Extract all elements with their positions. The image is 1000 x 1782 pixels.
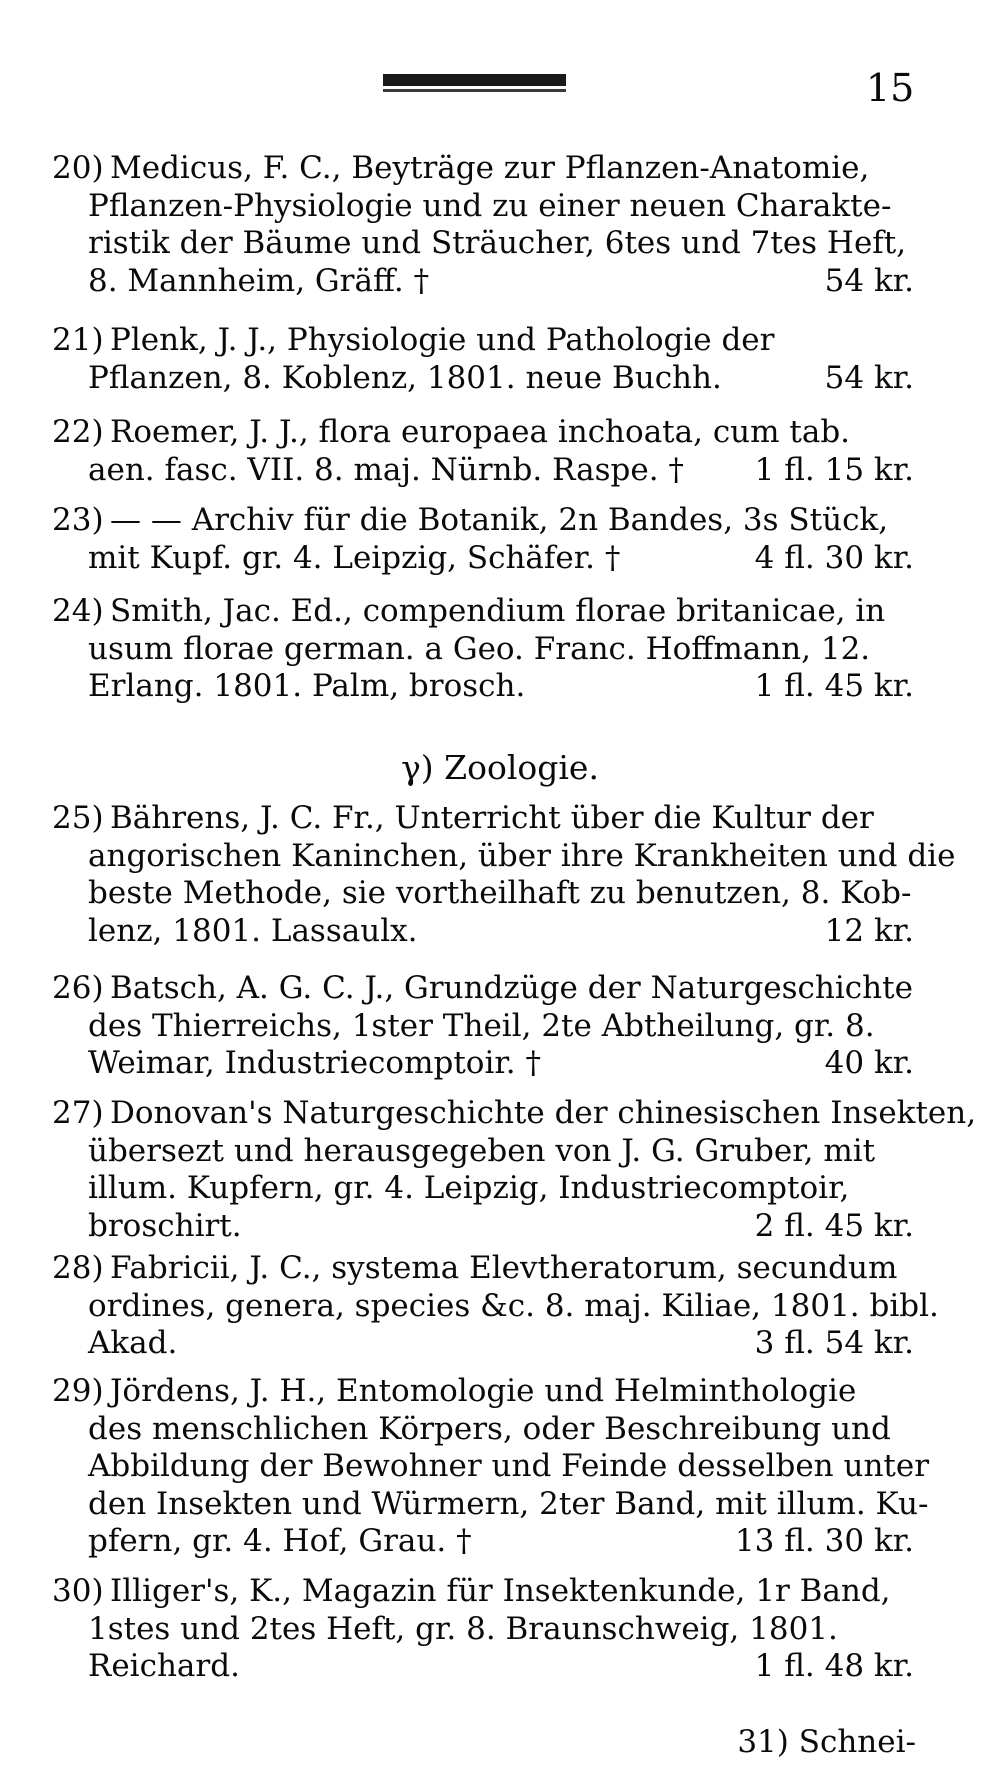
entry-line <box>52 188 922 226</box>
entry-number: 28) <box>52 1250 104 1286</box>
entry-text: ristik der Bäume und Sträucher, 6tes und 7tes Heft, <box>88 225 907 261</box>
entry-text: Erlang. 1801. Palm, brosch. <box>88 668 526 704</box>
entry-text: — — Archiv für die Botanik, 2n Bandes, 3s Stück, <box>110 502 889 538</box>
entry-line <box>52 502 922 540</box>
entry-text: des menschlichen Körpers, oder Beschreibung und <box>88 1410 891 1447</box>
entry-text: usum florae german. a Geo. Franc. Hoffmann, 12. <box>88 630 871 667</box>
entry-text: Medicus, F. C., Beyträge zur Pflanzen-Anatomie, <box>110 150 870 186</box>
entry-price: 40 kr. <box>824 1045 914 1081</box>
entry-26 <box>52 970 922 1083</box>
entry-22 <box>52 414 922 489</box>
entry-line <box>52 1373 922 1411</box>
entry-text: Batsch, A. G. C. J., Grundzüge der Naturgeschichte <box>110 970 913 1006</box>
entry-price: 1 fl. 48 kr. <box>754 1648 914 1684</box>
entry-line <box>52 540 922 578</box>
entry-text: aen. fasc. VII. 8. maj. Nürnb. Raspe. † <box>88 451 684 488</box>
entry-price: 1 fl. 15 kr. <box>754 451 914 488</box>
entry-text: Reichard. <box>88 1648 240 1684</box>
entry-line <box>52 452 922 490</box>
entry-number: 21) <box>52 322 104 358</box>
entry-line <box>52 1485 929 1524</box>
entry-text: Weimar, Industriecomptoir. † <box>88 1045 541 1081</box>
entry-text: 1stes und 2tes Heft, gr. 8. Braunschweig, 1801. <box>88 1610 838 1647</box>
entry-number: 23) <box>52 502 104 538</box>
entry-line <box>52 1523 922 1561</box>
entry-line <box>52 837 956 876</box>
entry-line <box>52 1611 922 1649</box>
entry-30 <box>52 1573 922 1686</box>
entry-text: Donovan's Naturgeschichte der chinesischen Insekten, <box>110 1095 977 1131</box>
entry-text: Plenk, J. J., Physiologie und Pathologie der <box>110 322 775 358</box>
entry-line <box>52 1287 939 1326</box>
entry-text: den Insekten und Würmern, 2ter Band, mit illum. Ku- <box>88 1485 929 1522</box>
entry-line <box>52 1133 922 1171</box>
entry-line <box>52 150 922 188</box>
entry-text: Akad. <box>88 1325 178 1361</box>
entry-text: Illiger's, K., Magazin für Insektenkunde, 1r Band, <box>110 1573 891 1609</box>
entry-line <box>52 322 922 360</box>
entry-text: beste Methode, sie vortheilhaft zu benutzen, 8. Kob- <box>88 875 912 911</box>
entry-line <box>52 1325 922 1363</box>
entry-number: 26) <box>52 970 104 1006</box>
entry-line <box>52 913 922 951</box>
entry-text: pfern, gr. 4. Hof, Grau. † <box>88 1523 472 1559</box>
entry-line <box>52 1045 922 1083</box>
entry-price: 3 fl. 54 kr. <box>754 1325 914 1361</box>
entry-28 <box>52 1250 939 1363</box>
entry-text: übersezt und herausgegeben von J. G. Gruber, mit <box>88 1132 876 1169</box>
entry-number: 24) <box>52 593 104 629</box>
entry-23 <box>52 502 922 577</box>
entry-text: Roemer, J. J., flora europaea inchoata, cum tab. <box>110 414 851 450</box>
entry-text: Fabricii, J. C., systema Elevtheratorum, secundum <box>110 1250 898 1286</box>
entry-text: des Thierreichs, 1ster Theil, 2te Abtheilung, gr. 8. <box>88 1007 875 1044</box>
entry-27 <box>52 1095 977 1245</box>
entry-line <box>52 360 922 398</box>
entry-number: 22) <box>52 414 104 450</box>
entry-line <box>52 800 922 838</box>
entry-number: 27) <box>52 1095 104 1131</box>
entry-line <box>52 1250 922 1288</box>
entry-line <box>52 1573 922 1611</box>
entry-text: Abbildung der Bewohner und Feinde desselben unter <box>88 1448 930 1484</box>
section-heading: γ) Zoologie. <box>401 748 599 787</box>
entry-text: 8. Mannheim, Gräff. † <box>88 262 430 299</box>
entry-price: 54 kr. <box>824 359 914 396</box>
entry-21 <box>52 322 922 397</box>
entry-line <box>52 593 922 631</box>
entry-number: 29) <box>52 1373 104 1409</box>
entry-text: Jördens, J. H., Entomologie und Helminthologie <box>110 1373 857 1409</box>
entry-price: 12 kr. <box>824 912 914 949</box>
entry-price: 54 kr. <box>824 262 914 299</box>
entry-line <box>52 631 922 669</box>
entry-line <box>52 263 922 301</box>
entry-line <box>52 1008 922 1046</box>
entry-price: 13 fl. 30 kr. <box>734 1523 914 1559</box>
entry-line <box>52 1208 922 1246</box>
entry-text: Pflanzen, 8. Koblenz, 1801. neue Buchh. <box>88 359 722 396</box>
entry-number: 25) <box>52 800 104 836</box>
entry-line <box>52 1170 922 1208</box>
entry-line <box>52 970 922 1008</box>
entry-line <box>52 1411 922 1449</box>
catchword: 31) Schnei- <box>737 1724 916 1760</box>
entry-20 <box>52 150 922 300</box>
entry-text: ordines, genera, species &c. 8. maj. Kiliae, 1801. bibl. <box>88 1287 939 1324</box>
header-rule <box>383 74 566 86</box>
entry-text: mit Kupf. gr. 4. Leipzig, Schäfer. † <box>88 539 621 576</box>
entry-text: illum. Kupfern, gr. 4. Leipzig, Industriecomptoir, <box>88 1170 850 1206</box>
entry-text: Smith, Jac. Ed., compendium florae britanicae, in <box>110 593 886 629</box>
entry-price: 2 fl. 45 kr. <box>754 1207 914 1244</box>
entry-text: angorischen Kaninchen, über ihre Krankheiten und die <box>88 837 956 874</box>
entry-line <box>52 875 922 913</box>
entry-24 <box>52 593 922 706</box>
entry-line <box>52 1648 922 1686</box>
entry-line <box>52 1448 930 1486</box>
entry-line <box>52 225 922 263</box>
entry-line <box>52 414 922 452</box>
entry-line <box>52 1095 977 1133</box>
entry-text: lenz, 1801. Lassaulx. <box>88 912 418 949</box>
page-number: 15 <box>866 66 915 110</box>
entry-29 <box>52 1373 930 1561</box>
entry-price: 4 fl. 30 kr. <box>754 539 914 576</box>
entry-text: Pflanzen-Physiologie und zu einer neuen Charakte- <box>88 187 892 224</box>
entry-number: 30) <box>52 1573 104 1609</box>
entry-price: 1 fl. 45 kr. <box>754 668 914 704</box>
entry-line <box>52 668 922 706</box>
entry-number: 20) <box>52 150 104 186</box>
entry-25 <box>52 800 956 950</box>
entry-text: Bährens, J. C. Fr., Unterricht über die Kultur der <box>110 800 874 836</box>
entry-text: broschirt. <box>88 1207 242 1244</box>
